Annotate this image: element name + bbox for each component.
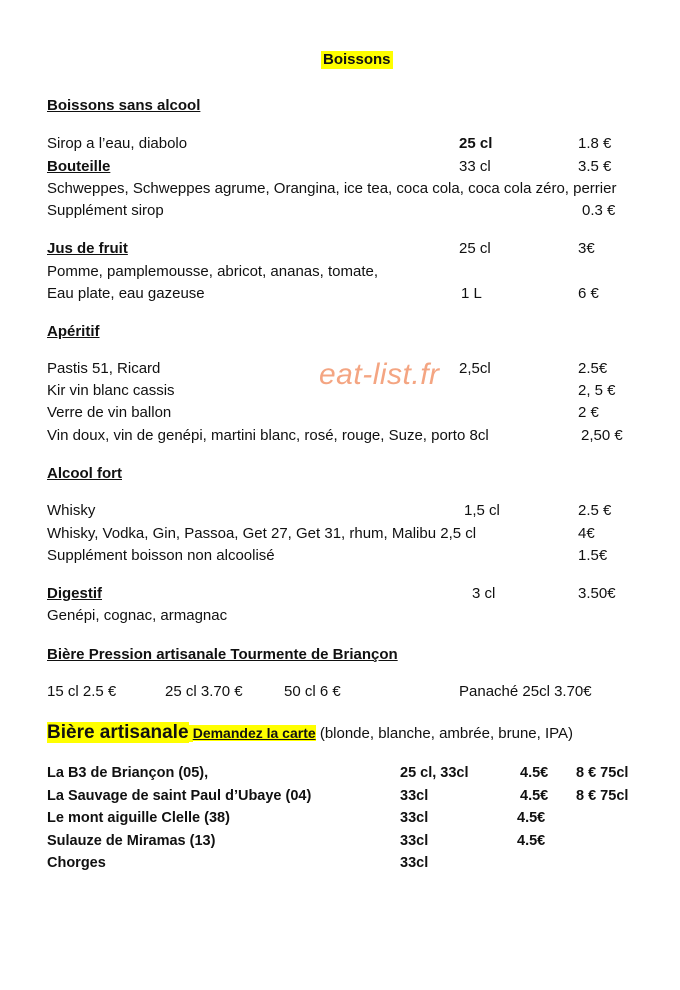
pression-option-panache: Panaché 25cl 3.70€ xyxy=(459,683,592,700)
item-price-jus: 3€ xyxy=(578,240,595,257)
pression-option: 15 cl 2.5 € xyxy=(47,683,117,700)
item-label-supplement-boisson: Supplément boisson non alcoolisé xyxy=(47,547,275,564)
pression-option: 50 cl 6 € xyxy=(284,683,341,700)
item-price-verre: 2 € xyxy=(578,404,599,421)
item-label-supplement-sirop: Supplément sirop xyxy=(47,202,164,219)
item-size-eau: 1 L xyxy=(461,285,482,302)
item-price-vin-doux: 2,50 € xyxy=(581,427,623,444)
pression-option: 25 cl 3.70 € xyxy=(165,683,243,700)
page-title: Boissons xyxy=(323,51,391,68)
beer-name: Sulauze de Miramas (13) xyxy=(47,833,216,849)
item-label-whisky: Whisky xyxy=(47,502,96,519)
item-price-pastis: 2.5€ xyxy=(578,360,608,377)
jus-list: Pomme, pamplemousse, abricot, ananas, tomate, xyxy=(47,263,378,280)
beer-name: La Sauvage de saint Paul d’Ubaye (04) xyxy=(47,788,312,804)
artisanale-types: (blonde, blanche, ambrée, brune, IPA) xyxy=(319,725,574,742)
beer-price: 4.5€ xyxy=(520,765,549,781)
item-label-sirop: Sirop a l’eau, diabolo xyxy=(47,135,188,152)
beer-price-large: 8 € 75cl xyxy=(576,788,629,804)
section-heading-artisanale: Bière artisanale xyxy=(47,722,189,743)
beer-name: La B3 de Briançon (05), xyxy=(47,765,209,781)
artisanale-cta: Demandez la carte xyxy=(192,725,316,741)
beer-price: 4.5€ xyxy=(520,788,549,804)
item-size-whisky: 1,5 cl xyxy=(464,502,500,519)
artisanale-header xyxy=(47,722,573,745)
item-label-verre: Verre de vin ballon xyxy=(47,404,172,421)
beer-price-large: 8 € 75cl xyxy=(576,765,629,781)
item-size-jus: 25 cl xyxy=(459,240,491,257)
item-size-digestif: 3 cl xyxy=(472,585,496,602)
section-heading-alcool-fort: Alcool fort xyxy=(47,465,122,482)
section-heading-sans-alcool: Boissons sans alcool xyxy=(47,97,201,114)
item-label-mix: Whisky, Vodka, Gin, Passoa, Get 27, Get 31, rhum, Malibu 2,5 cl xyxy=(47,525,477,542)
item-price-whisky: 2.5 € xyxy=(578,502,612,519)
bouteille-list: Schweppes, Schweppes agrume, Orangina, ice tea, coca cola, coca cola zéro, perrier xyxy=(47,180,617,197)
beer-size: 33cl xyxy=(400,833,429,849)
item-price-supplement-sirop: 0.3 € xyxy=(582,202,616,219)
section-heading-digestif: Digestif xyxy=(47,585,103,602)
beer-price: 4.5€ xyxy=(517,833,546,849)
item-label-vin-doux: Vin doux, vin de genépi, martini blanc, rosé, rouge, Suze, porto 8cl xyxy=(47,427,489,444)
item-size-pastis: 2,5cl xyxy=(459,360,491,377)
watermark: eat-list.fr xyxy=(319,358,440,391)
item-size-bouteille: 33 cl xyxy=(459,158,491,175)
beer-price: 4.5€ xyxy=(517,810,546,826)
beer-size: 25 cl, 33cl xyxy=(400,765,469,781)
item-price-digestif: 3.50€ xyxy=(578,585,616,602)
beer-size: 33cl xyxy=(400,810,429,826)
item-label-jus: Jus de fruit xyxy=(47,240,128,257)
item-price-mix: 4€ xyxy=(578,525,595,542)
item-price-bouteille: 3.5 € xyxy=(578,158,612,175)
item-price-sirop: 1.8 € xyxy=(578,135,612,152)
item-size-sirop: 25 cl xyxy=(459,135,493,152)
item-label-eau: Eau plate, eau gazeuse xyxy=(47,285,205,302)
beer-size: 33cl xyxy=(400,855,429,871)
item-price-kir: 2, 5 € xyxy=(578,382,616,399)
section-heading-aperitif: Apéritif xyxy=(47,323,100,340)
section-heading-pression: Bière Pression artisanale Tourmente de Briançon xyxy=(47,646,398,663)
beer-name: Le mont aiguille Clelle (38) xyxy=(47,810,230,826)
item-label-bouteille: Bouteille xyxy=(47,158,111,175)
item-price-eau: 6 € xyxy=(578,285,599,302)
beer-size: 33cl xyxy=(400,788,429,804)
item-label-kir: Kir vin blanc cassis xyxy=(47,382,175,399)
item-price-supplement-boisson: 1.5€ xyxy=(578,547,608,564)
digestif-list: Genépi, cognac, armagnac xyxy=(47,607,228,624)
item-label-pastis: Pastis 51, Ricard xyxy=(47,360,161,377)
beer-name: Chorges xyxy=(47,855,106,871)
